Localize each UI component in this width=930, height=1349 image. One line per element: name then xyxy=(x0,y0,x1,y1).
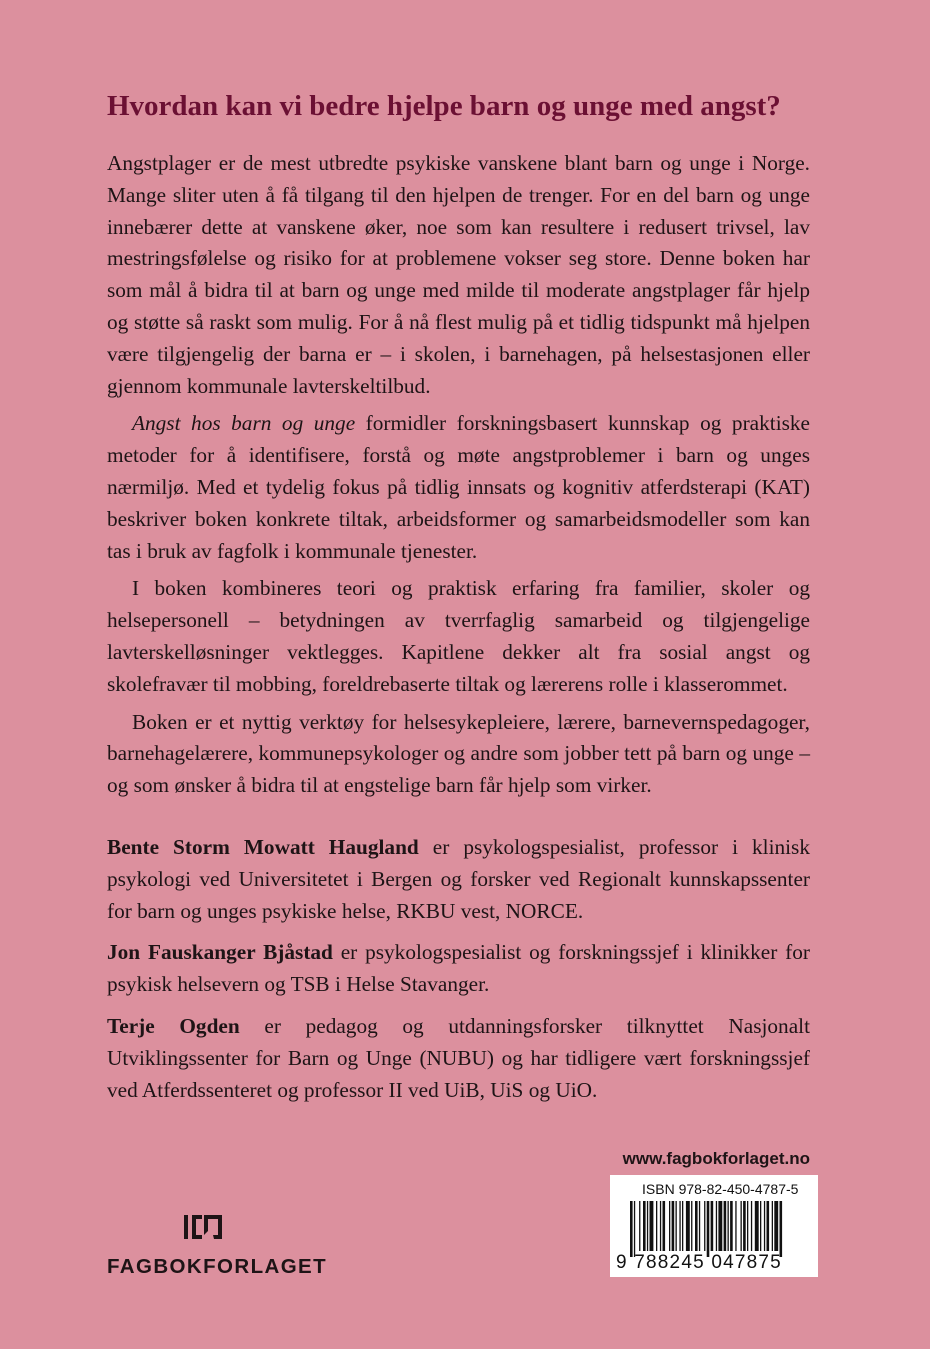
barcode-bar xyxy=(716,1201,717,1251)
book-title-italic: Angst hos barn og unge xyxy=(132,411,356,436)
barcode-bar xyxy=(679,1201,680,1251)
barcode-bar xyxy=(660,1201,661,1251)
isbn-label: ISBN 978-82-450-4787-5 xyxy=(642,1181,799,1197)
barcode-bar xyxy=(630,1201,633,1257)
blurb-paragraph-2 xyxy=(107,408,810,567)
barcode-bar xyxy=(767,1201,770,1251)
barcode-bar xyxy=(663,1201,666,1251)
barcode-bar xyxy=(747,1201,748,1251)
barcode-bar xyxy=(711,1201,714,1251)
author-bio-1 xyxy=(107,832,810,927)
barcode-bar xyxy=(634,1201,635,1257)
publisher-website: www.fagbokforlaget.no xyxy=(622,1149,810,1168)
author-bio-text-3: er pedagog og utdanningsforsker tilknyttet Nasjonalt Utviklingssenter for Barn og Unge (NUBU) og har tidligere vært forskningssjef ved Atferdssenteret og professor II ved UiB, UiS og UiO. xyxy=(107,1013,810,1102)
barcode-bar xyxy=(650,1201,654,1251)
barcode-bar xyxy=(639,1201,640,1251)
author-name-3: Terje Ogden xyxy=(107,1013,240,1038)
barcode-bar xyxy=(735,1201,736,1251)
author-bio-2 xyxy=(107,937,810,1001)
barcode-bar xyxy=(691,1201,692,1251)
barcode-bar xyxy=(728,1201,729,1251)
blurb-paragraph-2-text: formidler forskningsbasert kunnskap og praktiske metoder for å identifisere, forstå og møte angstproblemer i barn og unges nærmiljø. Med et tydelig fokus på tidlig innsats og kognitiv atferdsterapi (KAT) beskriver boken konkrete tiltak, arbeidsformer og samarbeidsmodeller som kan tas i bruk av fagfolk i kommunale tjenester. xyxy=(107,411,810,563)
barcode-bar xyxy=(743,1201,746,1251)
publisher-name: FAGBOKFORLAGET xyxy=(107,1255,328,1278)
barcode-bar xyxy=(656,1201,657,1251)
barcode-bar xyxy=(760,1201,761,1251)
blurb-paragraph-1: Angstplager er de mest utbredte psykiske vanskene blant barn og unge i Norge. Mange sliter uten å få tilgang til den hjelpen de trenger. For en del barn og unge innebærer dette at vanskene øker, noe som kan resultere i redusert trivsel, lav mestringsfølelse og risiko for at problemene vokser seg store. Denne boken har som mål å bidra til at barn og unge med milde til moderate angstplager får hjelp og støtte så raskt som mulig. For å nå flest mulig på et tidlig tidspunkt må hjelpen være tilgjengelig der barna er – i skolen, i barnehagen, på helsestasjonen eller gjennom kommunale lavterskeltilbud. xyxy=(107,151,810,398)
barcode-bar xyxy=(718,1201,722,1251)
barcode-bar xyxy=(686,1201,690,1251)
book-logo-icon xyxy=(183,1213,223,1241)
barcode-bar xyxy=(672,1201,675,1251)
barcode-digits: 9 788245 047875 xyxy=(616,1252,782,1273)
barcode-bar xyxy=(647,1201,648,1251)
blurb-paragraph-3: I boken kombineres teori og praktisk erfaring fra familier, skoler og helsepersonell – betydningen av tverrfaglig samarbeid og tilgjengelige lavterskelløsninger vektlegges. Kapitlene dekker alt fra sosial angst og skolefravær til mobbing, foreldrebaserte tiltak og lærerens rolle i klasserommet. xyxy=(107,576,810,696)
barcode-bar xyxy=(669,1201,670,1251)
blurb-paragraph-4: Boken er et nyttig verktøy for helsesykepleiere, lærere, barnevernspedagoger, barnehagelærere, kommunepsykologer og andre som jobber tett på barn og unge – og som ønsker å bidra til at engstelige barn får hjelp som virker. xyxy=(107,709,810,798)
barcode-bar xyxy=(699,1201,700,1251)
barcode-bar xyxy=(751,1201,752,1251)
barcode-bar xyxy=(772,1201,773,1251)
barcode-bar xyxy=(730,1201,733,1251)
barcode-bar xyxy=(724,1201,727,1251)
barcode-bar xyxy=(755,1201,759,1251)
barcode-bar xyxy=(695,1201,698,1251)
back-cover-text xyxy=(107,148,810,1106)
barcode-bar xyxy=(780,1201,783,1257)
barcode-bar xyxy=(741,1201,742,1251)
barcode-bar xyxy=(764,1201,765,1251)
barcode-bar xyxy=(676,1201,677,1251)
barcode-bar xyxy=(774,1201,778,1251)
book-blurb-heading: Hvordan kan vi bedre hjelpe barn og unge med angst? xyxy=(107,90,781,122)
barcode-bar xyxy=(707,1201,710,1257)
barcode-bar xyxy=(643,1201,646,1251)
barcode-bar xyxy=(704,1201,705,1251)
author-name-2: Jon Fauskanger Bjåstad xyxy=(107,940,333,965)
author-name-1: Bente Storm Mowatt Haugland xyxy=(107,834,419,859)
author-bio-3 xyxy=(107,1011,810,1106)
author-bio-text-1: er psykologspesialist, professor i klinisk psykologi ved Universitetet i Bergen og forsker ved Regionalt kunnskapssenter for barn og unges psykiske helse, RKBU vest, NORCE. xyxy=(107,834,810,923)
barcode-bar xyxy=(682,1201,683,1251)
isbn-barcode xyxy=(610,1175,818,1277)
author-bio-text-2: er psykologspesialist og forskningssjef i klinikker for psykisk helsevern og TSB i Helse Stavanger. xyxy=(107,940,810,997)
